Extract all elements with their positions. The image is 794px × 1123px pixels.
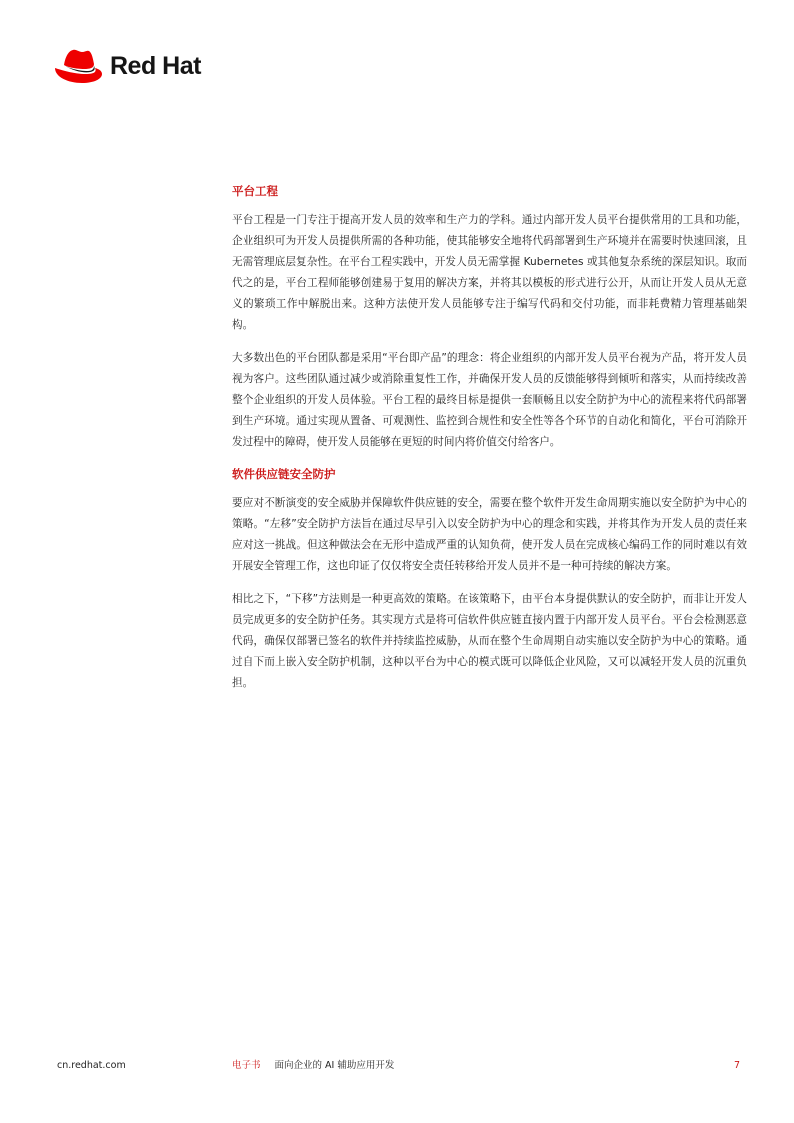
section-heading-platform-engineering: 平台工程 [232, 184, 278, 198]
red-hat-logo [52, 46, 201, 86]
brand-name: Red Hat [110, 51, 201, 80]
page-number: 7 [733, 1060, 740, 1071]
footer-doc-type: 电子书 [232, 1060, 261, 1071]
paragraph: 大多数出色的平台团队都是采用“平台即产品”的理念：将企业组织的内部开发人员平台视为产品，将开发人员视为客户。这些团队通过减少或消除重复性工作，并确保开发人员的反馈能够得到倾听和落实，从而持续改善整个企业组织的开发人员体验。平台工程的最终目标是提供一套顺畅且以安全防护为中心的流程来将代码部署到生产环境。通过实现从置备、可观测性、监控到合规性和安全性等各个环节的自动化和简化，平台可消除开发过程中的障碍，使开发人员能够在更短的时间内将价值交付给客户。 [232, 352, 747, 448]
footer-doc-name: 面向企业的 AI 辅助应用开发 [274, 1060, 395, 1071]
footer-site-link[interactable]: cn.redhat.com [57, 1060, 126, 1071]
paragraph: 相比之下，“下移”方法则是一种更高效的策略。在该策略下，由平台本身提供默认的安全防护，而非让开发人员完成更多的安全防护任务。其实现方式是将可信软件供应链直接内置于内部开发人员平台。平台会检测恶意代码，确保仅部署已签名的软件并持续监控威胁，从而在整个生命周期自动实施以安全防护为中心的策略。通过自下而上嵌入安全防护机制，这种以平台为中心的模式既可以降低企业风险，又可以减轻开发人员的沉重负担。 [232, 593, 747, 689]
paragraph: 要应对不断演变的安全威胁并保障软件供应链的安全，需要在整个软件开发生命周期实施以安全防护为中心的策略。“左移”安全防护方法旨在通过尽早引入以安全防护为中心的理念和实践，并将其作为开发人员的责任来应对这一挑战。但这种做法会在无形中造成严重的认知负荷，使开发人员在完成核心编码工作的同时难以有效开展安全管理工作，这也印证了仅仅将安全责任转移给开发人员并不是一种可持续的解决方案。 [232, 497, 747, 572]
main-content [232, 182, 747, 706]
paragraph: 平台工程是一门专注于提高开发人员的效率和生产力的学科。通过内部开发人员平台提供常用的工具和功能，企业组织可为开发人员提供所需的各种功能，使其能够安全地将代码部署到生产环境并在需要时快速回滚，且无需管理底层复杂性。在平台工程实践中，开发人员无需掌握 Kubernetes 或其他复杂系统的深层知识。取而代之的是，平台工程师能够创建易于复用的解决方案，并将其以模板的形式进行公开，从而让开发人员从无意义的繁琐工作中解脱出来。这种方法使开发人员能够专注于编写代码和交付功能，而非耗费精力管理基础架构。 [232, 214, 747, 331]
footer-doc-title [232, 1059, 394, 1073]
red-hat-fedora-icon [52, 46, 104, 86]
section-heading-supply-chain-security: 软件供应链安全防护 [232, 467, 336, 481]
